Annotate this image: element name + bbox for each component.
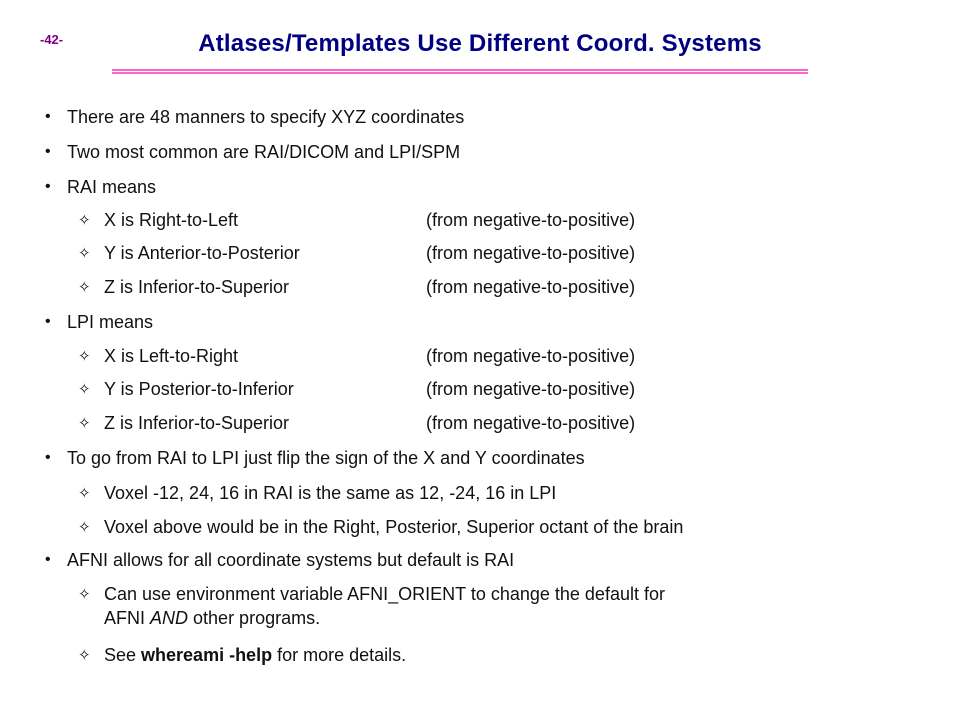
more-details-text: for more details. <box>272 645 407 665</box>
sub-bullet-item <box>78 378 294 400</box>
sub-bullet-item <box>78 583 665 605</box>
see-text: See <box>104 645 142 665</box>
sub-bullet-text: Z is Inferior-to-Superior <box>104 413 290 433</box>
direction-note: (from negative-to-positive) <box>426 210 636 230</box>
bullet-marker: • <box>45 143 51 160</box>
sub-bullet-marker: ✧ <box>78 415 91 432</box>
sub-bullet-text: X is Left-to-Right <box>104 346 239 366</box>
sub-bullet-marker: ✧ <box>78 381 91 398</box>
slide-title: Atlases/Templates Use Different Coord. Systems <box>198 30 762 57</box>
sub-bullet-item <box>78 276 290 298</box>
bullet-text: Two most common are RAI/DICOM and LPI/SPM <box>67 142 461 162</box>
sub-bullet-continuation <box>104 607 320 629</box>
bullet-text: RAI means <box>67 177 157 197</box>
direction-note: (from negative-to-positive) <box>426 379 636 399</box>
sub-bullet-marker: ✧ <box>78 485 91 502</box>
bullet-text: AFNI allows for all coordinate systems but default is RAI <box>67 550 515 570</box>
sub-bullet-marker: ✧ <box>78 647 91 664</box>
sub-bullet-text: Z is Inferior-to-Superior <box>104 277 290 297</box>
bullet-item <box>45 311 154 333</box>
sub-bullet-item <box>78 516 684 538</box>
bullet-text: To go from RAI to LPI just flip the sign of the X and Y coordinates <box>67 448 585 468</box>
sub-bullet-text: Y is Anterior-to-Posterior <box>104 243 300 263</box>
sub-bullet-marker: ✧ <box>78 348 91 365</box>
bullet-text: LPI means <box>67 312 154 332</box>
and-emphasis: AND <box>150 608 189 628</box>
sub-bullet-text: Can use environment variable AFNI_ORIENT to change the default for <box>104 584 665 604</box>
sub-bullet-marker: ✧ <box>78 245 91 262</box>
bullet-marker: • <box>45 551 51 568</box>
page-number: -42- <box>40 32 64 47</box>
sub-bullet-item <box>78 482 557 504</box>
bullet-text: There are 48 manners to specify XYZ coordinates <box>67 107 465 127</box>
title-underline <box>112 69 808 74</box>
sub-bullet-marker: ✧ <box>78 279 91 296</box>
bullet-marker: • <box>45 313 51 330</box>
bullet-item <box>45 106 465 128</box>
sub-bullet-text: Voxel above would be in the Right, Posterior, Superior octant of the brain <box>104 517 684 537</box>
bullet-marker: • <box>45 108 51 125</box>
sub-bullet-item <box>78 412 290 434</box>
bullet-item <box>45 549 515 571</box>
sub-bullet-text: Y is Posterior-to-Inferior <box>104 379 294 399</box>
sub-bullet-text: X is Right-to-Left <box>104 210 239 230</box>
sub-bullet-item <box>78 644 407 666</box>
sub-bullet-marker: ✧ <box>78 586 91 603</box>
bullet-item <box>45 176 157 198</box>
other-programs-text: other programs. <box>188 608 321 628</box>
bullet-marker: • <box>45 449 51 466</box>
sub-bullet-item <box>78 242 300 264</box>
sub-bullet-marker: ✧ <box>78 212 91 229</box>
command-text: whereami -help <box>141 645 273 665</box>
sub-bullet-item <box>78 345 239 367</box>
afni-text: AFNI <box>104 608 151 628</box>
bullet-marker: • <box>45 178 51 195</box>
direction-note: (from negative-to-positive) <box>426 346 636 366</box>
sub-bullet-marker: ✧ <box>78 519 91 536</box>
direction-note: (from negative-to-positive) <box>426 243 636 263</box>
direction-note: (from negative-to-positive) <box>426 413 636 433</box>
direction-note: (from negative-to-positive) <box>426 277 636 297</box>
bullet-item <box>45 141 461 163</box>
sub-bullet-item <box>78 209 239 231</box>
sub-bullet-text: Voxel -12, 24, 16 in RAI is the same as 12, -24, 16 in LPI <box>104 483 557 503</box>
bullet-item <box>45 447 585 469</box>
